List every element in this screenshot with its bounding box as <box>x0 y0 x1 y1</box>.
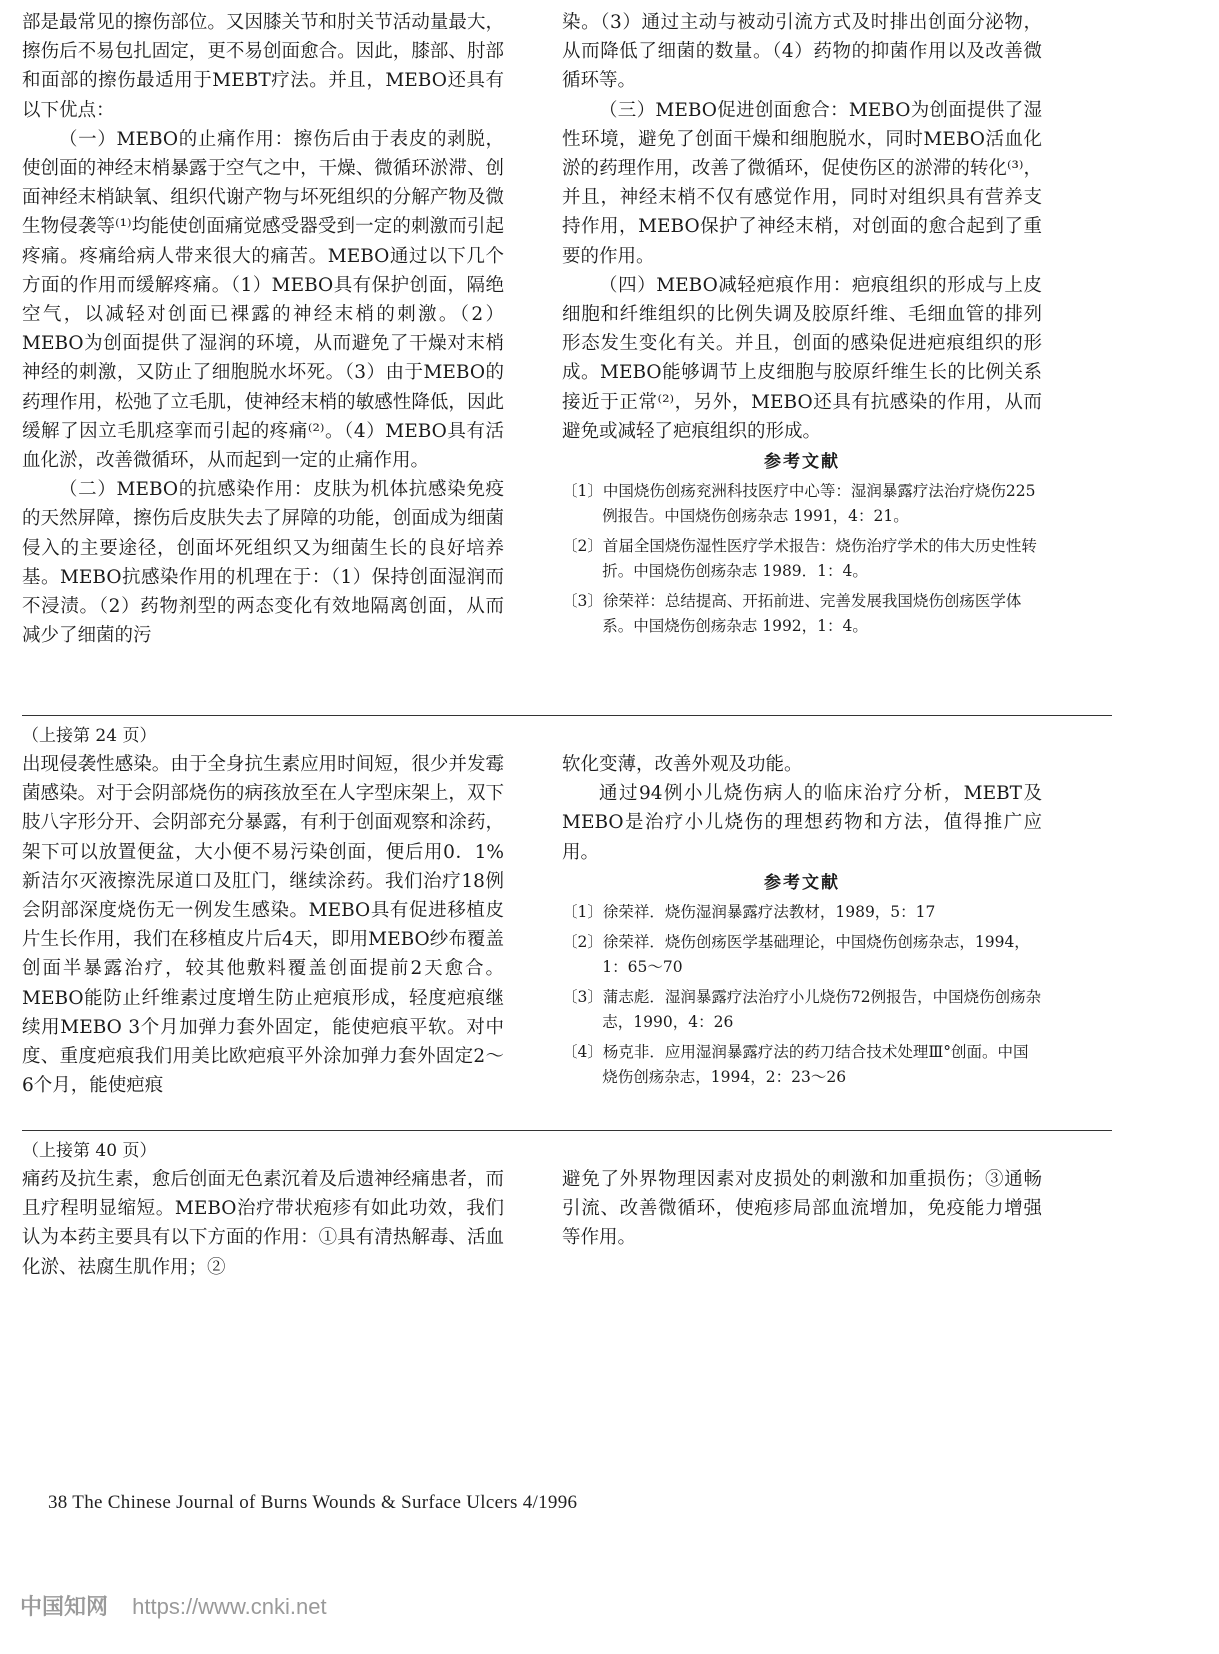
body-paragraph: （三）MEBO促进创面愈合：MEBO为创面提供了湿性环境，避免了创面干燥和细胞脱水，同时MEBO活血化淤的药理作用，改善了微循环，促使伤区的淤滞的转化⁽³⁾，并且，神经末梢不仅有感觉作用，同时对组织具有营养支持作用，MEBO保护了神经末梢，对创面的愈合起到了重要的作用。 <box>562 99 1042 267</box>
body-paragraph: 通过94例小儿烧伤病人的临床治疗分析，MEBT及MEBO是治疗小儿烧伤的理想药物和方法，值得推广应用。 <box>562 783 1042 863</box>
references-heading: 参考文献 <box>764 452 840 473</box>
body-paragraph: （四）MEBO减轻疤痕作用：疤痕组织的形成与上皮细胞和纤维组织的比例失调及胶原纤维、毛细血管的排列形态发生变化有关。并且，创面的感染促进疤痕组织的形成。MEBO能够调节上皮细胞与胶原纤维生长的比例关系接近于正常⁽²⁾，另外，MEBO还具有抗感染的作用，从而避免或减轻了疤痕组织的形成。 <box>562 274 1042 442</box>
section1-left-column <box>22 8 504 650</box>
page-footer: 38 The Chinese Journal of Burns Wounds & Surface Ulcers 4/1996 <box>48 1492 578 1513</box>
section3-right-column <box>562 1165 1042 1253</box>
reference-item: 〔1〕徐荣祥．烧伤湿润暴露疗法教材，1989，5：17 <box>562 903 936 922</box>
body-paragraph: 软化变薄，改善外观及功能。 <box>562 754 803 775</box>
reference-item: 〔3〕蒲志彪．湿润暴露疗法治疗小儿烧伤72例报告，中国烧伤创疡杂志，1990，4：26 <box>562 988 1042 1032</box>
section2-left-column <box>22 722 504 1100</box>
body-paragraph: 染。（3）通过主动与被动引流方式及时排出创面分泌物，从而降低了细菌的数量。（4）药物的抑菌作用以及改善微循环等。 <box>562 12 1042 92</box>
references-heading: 参考文献 <box>764 872 840 893</box>
continuation-label: （上接第 24 页） <box>22 726 157 746</box>
reference-item: 〔1〕中国烧伤创疡兖洲科技医疗中心等：湿润暴露疗法治疗烧伤225例报告。中国烧伤创疡杂志 1991，4：21。 <box>562 482 1036 526</box>
reference-item: 〔2〕首届全国烧伤湿性医疗学术报告：烧伤治疗学术的伟大历史性转折。中国烧伤创疡杂志 1989．1：4。 <box>562 537 1037 581</box>
watermark-brand: 中国知网 <box>20 1594 109 1619</box>
body-paragraph: 出现侵袭性感染。由于全身抗生素应用时间短，很少并发霉菌感染。对于会阴部烧伤的病孩放至在人字型床架上，双下肢八字形分开、会阴部充分暴露，有利于创面观察和涂药，架下可以放置便盆，大小便不易污染创面，便后用0．1%新洁尔灭液擦洗尿道口及肛门，继续涂药。我们治疗18例会阴部深度烧伤无一例发生感染。MEBO具有促进移植皮片生长作用，我们在移植皮片后4天，即用MEBO纱布覆盖创面半暴露治疗，较其他敷料覆盖创面提前2天愈合。MEBO能防止纤维素过度增生防止疤痕形成，轻度疤痕继续用MEBO 3个月加弹力套外固定，能使疤痕平软。对中度、重度疤痕我们用美比欧疤痕平外涂加弹力套外固定2～6个月，能使疤痕 <box>22 754 504 1097</box>
section-divider <box>22 715 1112 716</box>
continuation-label: （上接第 40 页） <box>22 1141 157 1161</box>
watermark-url: https://www.cnki.net <box>132 1594 327 1619</box>
body-paragraph: （一）MEBO的止痛作用：擦伤后由于表皮的剥脱，使创面的神经末梢暴露于空气之中，干燥、微循环淤滞、创面神经末梢缺氧、组织代谢产物与坏死组织的分解产物及微生物侵袭等⁽¹⁾均能使创面痛觉感受器受到一定的刺激而引起疼痛。疼痛给病人带来很大的痛苦。MEBO通过以下几个方面的作用而缓解疼痛。（1）MEBO具有保护创面，隔绝空气，以减轻对创面已裸露的神经末梢的刺激。（2）MEBO为创面提供了湿润的环境，从而避免了干燥对末梢神经的刺激，又防止了细胞脱水坏死。（3）由于MEBO的药理作用，松弛了立毛肌，使神经末梢的敏感性降低，因此缓解了因立毛肌痉挛而引起的疼痛⁽²⁾。（4）MEBO具有活血化淤，改善微循环，从而起到一定的止痛作用。 <box>22 128 504 472</box>
reference-item: 〔3〕徐荣祥：总结提高、开拓前进、完善发展我国烧伤创疡医学体系。中国烧伤创疡杂志 1992，1：4。 <box>562 592 1022 636</box>
body-paragraph: （二）MEBO的抗感染作用：皮肤为机体抗感染免疫的天然屏障，擦伤后皮肤失去了屏障的功能，创面成为细菌侵入的主要途径，创面坏死组织又为细菌生长的良好培养基。MEBO抗感染作用的机理在于：（1）保持创面湿润而不浸渍。（2）药物剂型的两态变化有效地隔离创面，从而减少了细菌的污 <box>22 479 504 647</box>
reference-item: 〔4〕杨克非．应用湿润暴露疗法的药刀结合技术处理Ⅲ°创面。中国烧伤创疡杂志，1994，2：23～26 <box>562 1043 1029 1087</box>
cnki-watermark <box>20 1590 327 1621</box>
body-paragraph: 部是最常见的擦伤部位。又因膝关节和肘关节活动量最大，擦伤后不易包扎固定，更不易创面愈合。因此，膝部、肘部和面部的擦伤最适用于MEBT疗法。并且，MEBO还具有以下优点： <box>22 12 504 121</box>
section2-right-column <box>562 750 1042 1095</box>
section3-left-column <box>22 1137 504 1282</box>
section1-right-column <box>562 8 1042 644</box>
body-paragraph: 避免了外界物理因素对皮损处的刺激和加重损伤；③通畅引流、改善微循环，使疱疹局部血流增加，免疫能力增强等作用。 <box>562 1169 1042 1249</box>
body-paragraph: 痛药及抗生素，愈后创面无色素沉着及后遗神经痛患者，而且疗程明显缩短。MEBO治疗带状疱疹有如此功效，我们认为本药主要具有以下方面的作用：①具有清热解毒、活血化淤、祛腐生肌作用；② <box>22 1169 504 1278</box>
reference-item: 〔2〕徐荣祥．烧伤创疡医学基础理论，中国烧伤创疡杂志，1994，1：65～70 <box>562 933 1030 977</box>
section-divider <box>22 1130 1112 1131</box>
